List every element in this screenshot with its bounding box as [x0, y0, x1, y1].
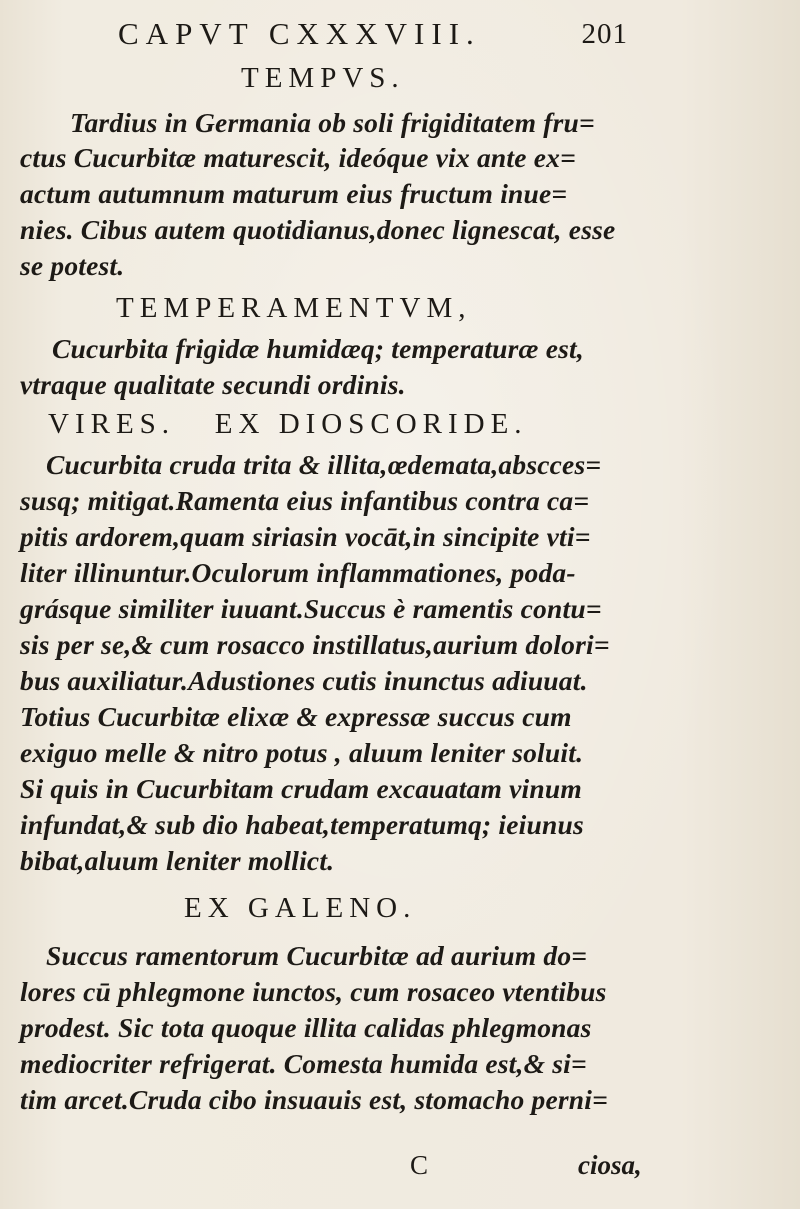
- text-line: bus auxiliatur.Adustiones cutis inunctus adiuuat.: [20, 665, 588, 696]
- text-line: pitis ardorem,quam siriasin vocāt,in sincipite vti=: [20, 521, 591, 552]
- text-line: grásque similiter iuuant.Succus è ramentis contu=: [20, 593, 602, 624]
- text-line: tim arcet.Cruda cibo insuauis est, stomacho perni=: [20, 1084, 608, 1115]
- text-line: Succus ramentorum Cucurbitæ ad aurium do=: [46, 940, 588, 971]
- text-line: Tardius in Germania ob soli frigiditatem fru=: [70, 107, 595, 138]
- text-line: Si quis in Cucurbitam crudam excauatam vinum: [20, 773, 582, 804]
- running-head: [118, 16, 628, 56]
- text-line: ctus Cucurbitæ maturescit, ideóque vix ante ex=: [20, 142, 576, 173]
- page-number: 201: [581, 18, 628, 50]
- text-line: sis per se,& cum rosacco instillatus,aurium dolori=: [20, 629, 610, 660]
- text-line: vtraque qualitate secundi ordinis.: [20, 369, 406, 400]
- text-line: Cucurbita frigidæ humidæq; temperaturæ est,: [52, 333, 584, 364]
- text-line: liter illinuntur.Oculorum inflammationes, poda-: [20, 557, 576, 588]
- text-line: susq; mitigat.Ramenta eius infantibus contra ca=: [20, 485, 590, 516]
- text-line: nies. Cibus autem quotidianus,donec lignescat, esse: [20, 214, 616, 245]
- text-line: exiguo melle & nitro potus , aluum leniter soluit.: [20, 737, 584, 768]
- heading-tempus: TEMPVS.: [241, 62, 405, 94]
- text-line: se potest.: [20, 250, 125, 281]
- text-line: Totius Cucurbitæ elixæ & expressæ succus cum: [20, 701, 572, 732]
- text-line: mediocriter refrigerat. Comesta humida est,& si=: [20, 1048, 587, 1079]
- text-line: infundat,& sub dio habeat,temperatumq; ieiunus: [20, 809, 584, 840]
- heading-vires: VIRES. EX DIOSCORIDE.: [48, 408, 528, 440]
- text-line: Cucurbita cruda trita & illita,œdemata,abscces=: [46, 449, 602, 480]
- chapter-title: CAPVT CXXXVIII.: [118, 16, 481, 51]
- text-line: prodest. Sic tota quoque illita calidas phlegmonas: [20, 1012, 592, 1043]
- signature-mark: C: [410, 1150, 429, 1180]
- heading-ex-galeno: EX GALENO.: [184, 892, 417, 924]
- catchword: ciosa,: [578, 1150, 642, 1180]
- text-line: actum autumnum maturum eius fructum inue=: [20, 178, 568, 209]
- heading-temperamentum: TEMPERAMENTVM,: [116, 292, 472, 324]
- text-line: bibat,aluum leniter mollict.: [20, 845, 335, 876]
- text-line: lores cū phlegmone iunctos, cum rosaceo vtentibus: [20, 976, 607, 1007]
